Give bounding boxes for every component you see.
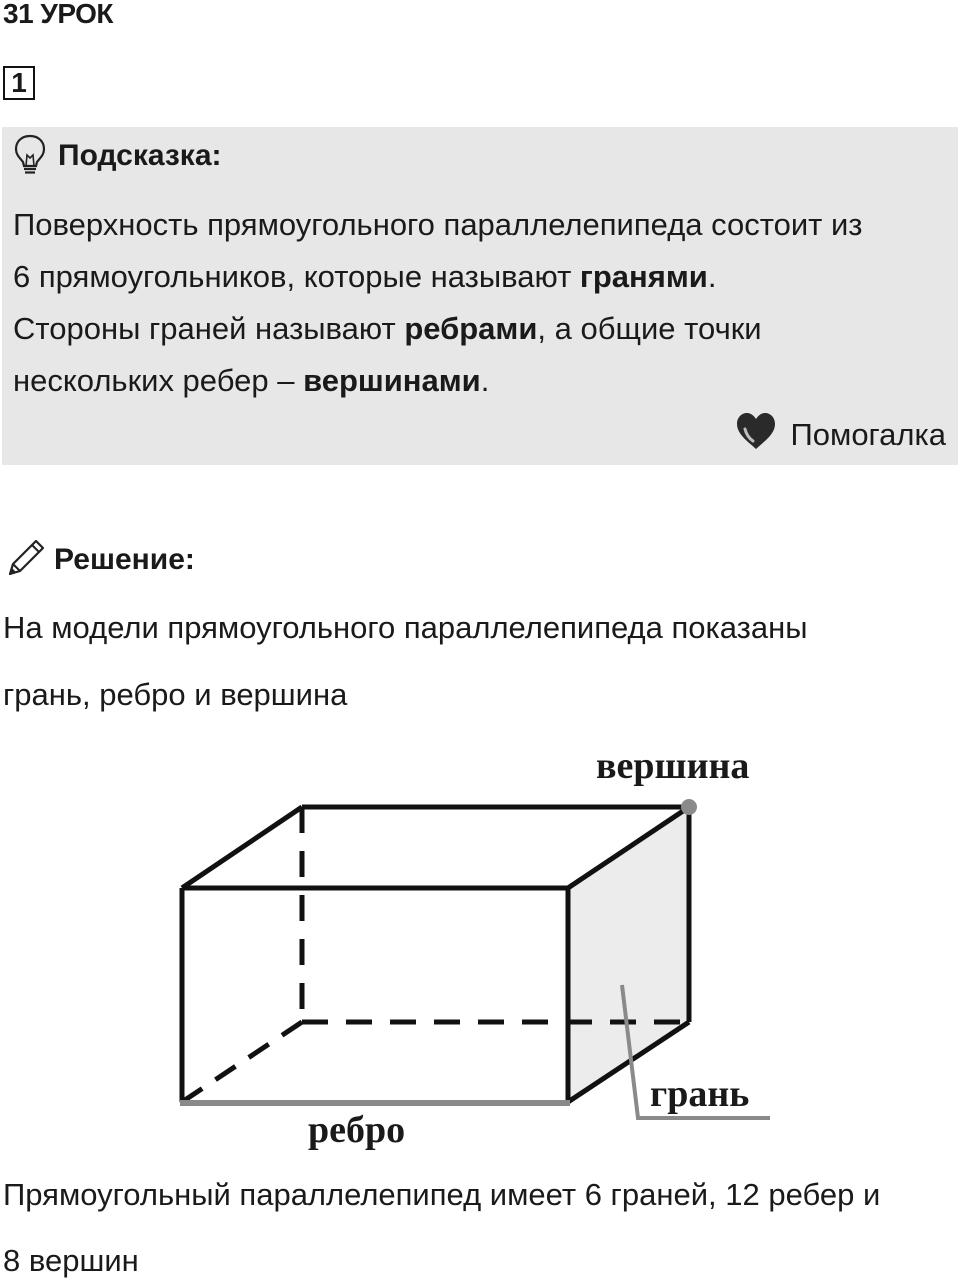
solution-intro-line-2: грань, ребро и вершина [3,677,348,712]
hint-line-3 [13,303,953,355]
hint-text-span: 6 прямоугольников, которые называют [13,259,580,294]
term-edges: ребрами [404,311,538,346]
solution-conclusion-line-2: 8 вершин [3,1243,139,1278]
solution-label: Решение: [54,543,195,576]
hint-line-2 [13,251,953,303]
hint-text-span: нескольких ребер – [13,363,304,398]
lightbulb-icon [12,133,48,180]
term-vertices: вершинами [303,363,481,398]
edge [182,807,302,888]
edge-label: ребро [308,1109,406,1151]
credit-link[interactable] [734,411,946,459]
vertex-label: вершина [596,745,750,787]
hidden-edge [182,1022,302,1102]
hint-header [12,132,222,180]
hint-text-span: . [480,363,490,398]
hint-text-span: Стороны граней называют [13,311,405,346]
hint-label: Подсказка: [58,139,222,172]
lesson-title: 31 УРОК [3,0,114,29]
term-faces: гранями [579,259,708,294]
heart-icon [734,411,778,459]
face-label: грань [650,1073,750,1115]
hint-text-span: , а общие точки [537,311,762,346]
hint-line-4 [13,355,953,407]
solution-header [4,536,195,584]
task-number-box: 1 [3,66,35,100]
hint-text-span: Поверхность прямоугольного параллелепипеда состоит из [13,207,863,242]
hint-text [13,199,953,407]
hint-line-1 [13,199,953,251]
face-right [568,807,689,1102]
parallelepiped-figure [160,740,800,1160]
solution-conclusion-line-1: Прямоугольный параллелепипед имеет 6 граней, 12 ребер и [3,1177,881,1212]
pencil-icon [4,536,48,585]
solution-intro-line-1: На модели прямоугольного параллелепипеда показаны [3,610,808,645]
hint-text-span: . [707,259,717,294]
credit-label: Помогалка [790,417,946,452]
vertex-marker [681,799,697,815]
